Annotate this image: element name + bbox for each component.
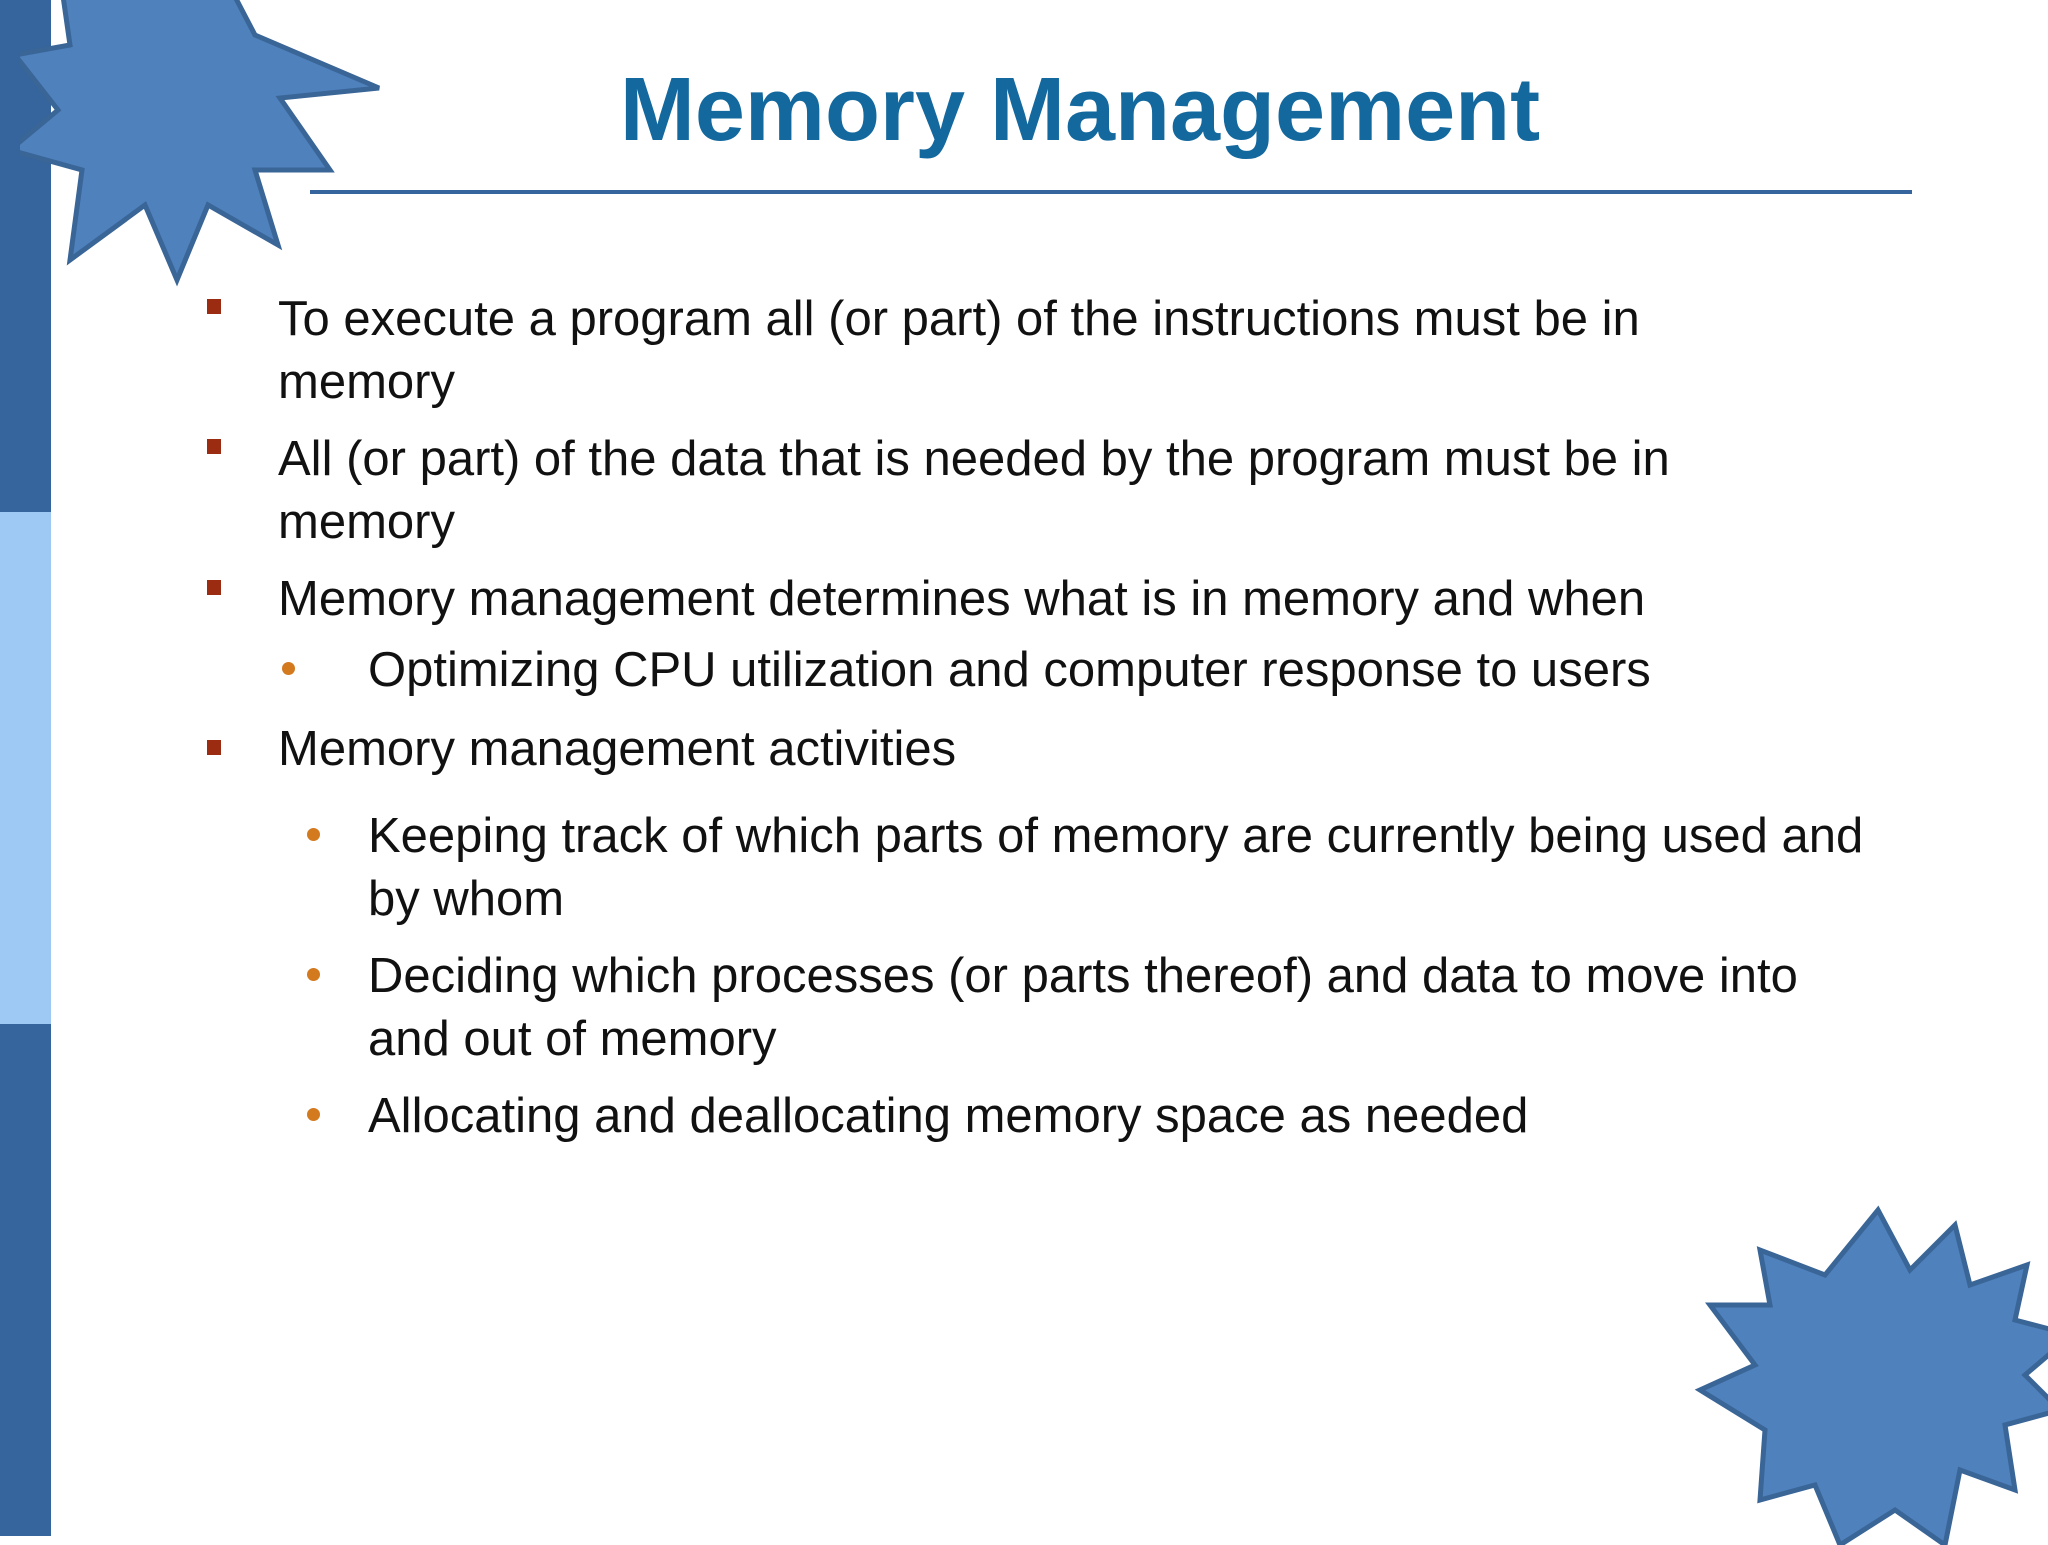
sub-bullet-item: Allocating and deallocating memory space as needed [368, 1089, 1529, 1143]
bullet-item: All (or part) of the data that is needed by the program must be in memory [278, 432, 1670, 549]
title-underline [310, 190, 1912, 194]
sub-bullet-item: Keeping track of which parts of memory are currently being used and by whom [368, 809, 1864, 926]
page-title: Memory Management [619, 60, 1541, 160]
square-bullet-icon [207, 740, 221, 755]
round-bullet-icon [282, 662, 295, 675]
bullet-item: Memory management activities [278, 722, 957, 776]
round-bullet-icon [307, 828, 320, 841]
sidebar-stripe-bottom [0, 1024, 51, 1536]
bullet-item: To execute a program all (or part) of the instructions must be in memory [278, 292, 1640, 409]
square-bullet-icon [207, 299, 221, 314]
bullet-item: Memory management determines what is in memory and when [278, 572, 1646, 626]
square-bullet-icon [207, 580, 221, 595]
sub-bullet-item: Deciding which processes (or parts thereof) and data to move into and out of memory [368, 949, 1798, 1066]
sidebar-stripe-middle [0, 512, 51, 1024]
round-bullet-icon [307, 968, 320, 981]
sub-bullet-item: Optimizing CPU utilization and computer response to users [368, 643, 1651, 697]
square-bullet-icon [207, 439, 221, 454]
starburst-icon [1690, 1200, 2048, 1545]
round-bullet-icon [307, 1108, 320, 1121]
